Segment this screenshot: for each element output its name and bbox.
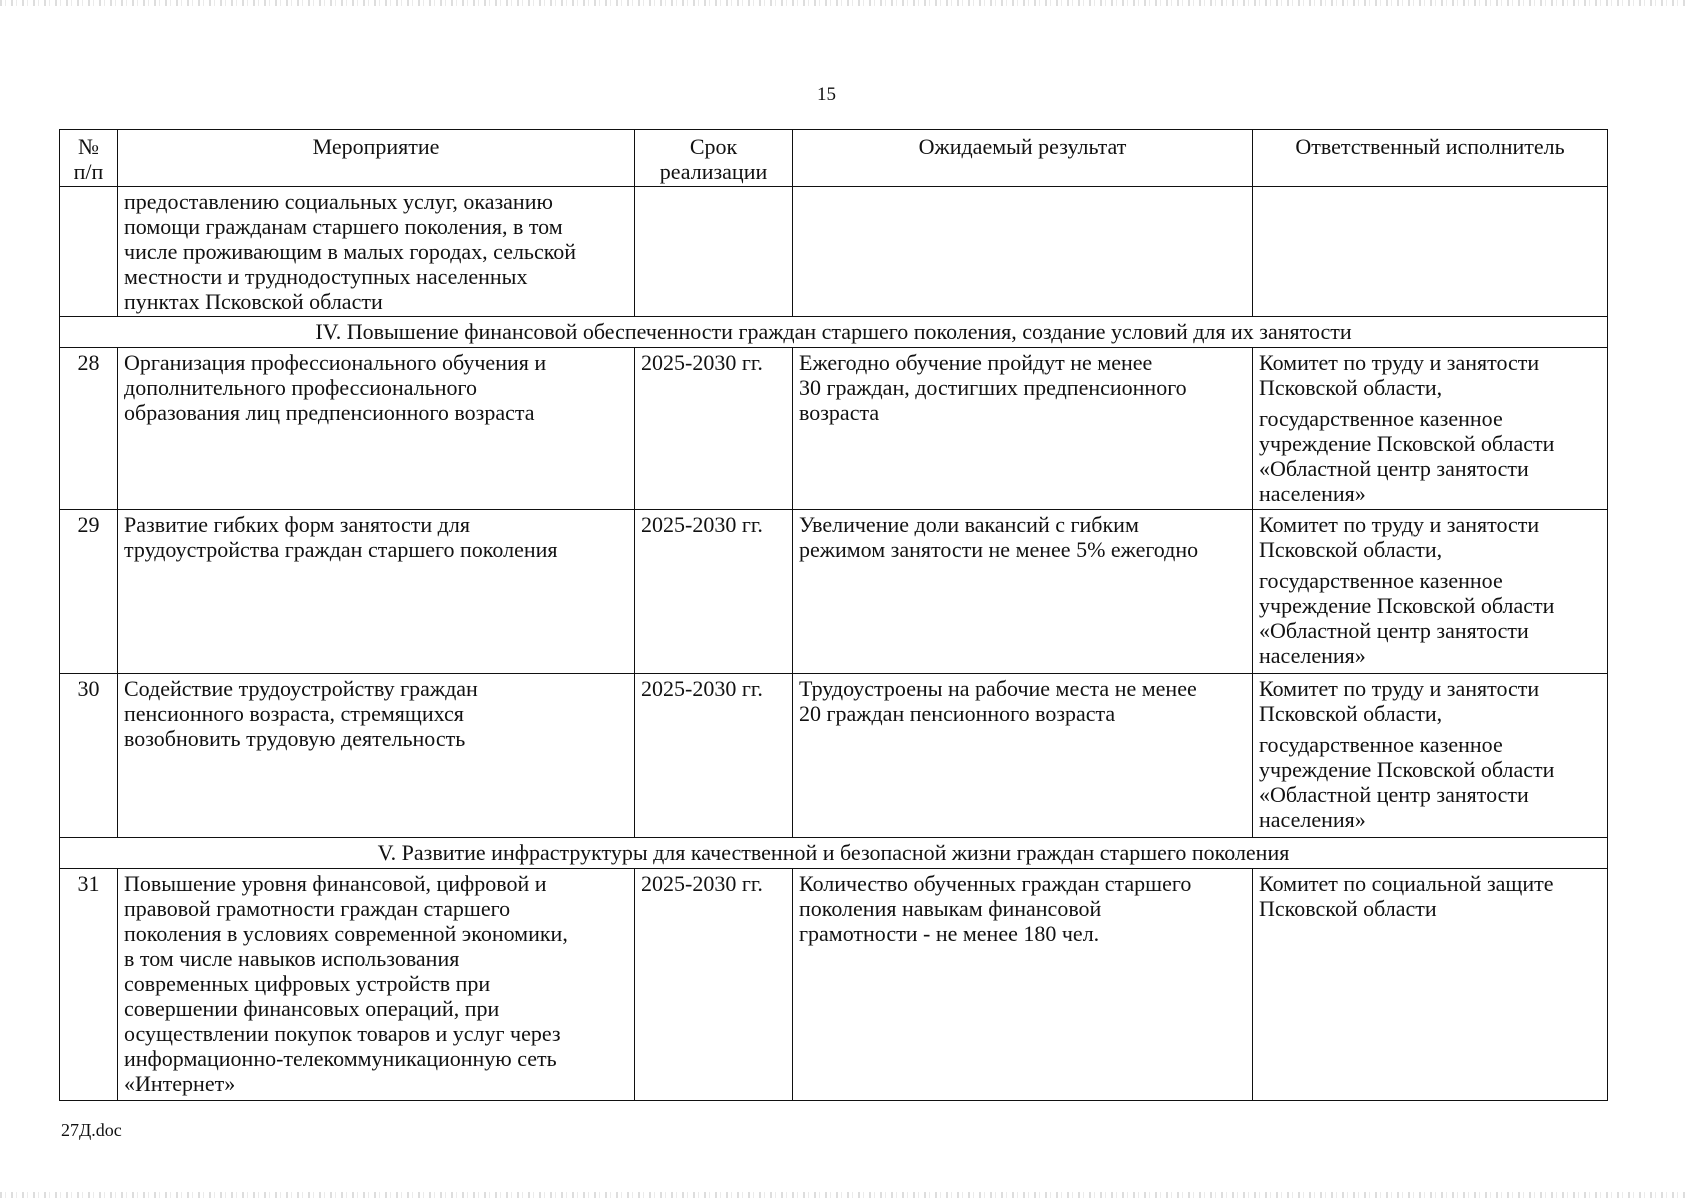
- cell-num: 30: [60, 674, 118, 838]
- cell-result: [793, 187, 1253, 317]
- responsible-committee: Комитет по труду и занятости Псковской области,: [1259, 676, 1540, 726]
- responsible-committee: Комитет по труду и занятости Псковской области,: [1259, 350, 1540, 400]
- cell-term: 2025-2030 гг.: [635, 869, 793, 1101]
- cell-responsible: [1253, 187, 1608, 317]
- table-row-31: [60, 869, 1608, 1101]
- responsible-committee: Комитет по труду и занятости Псковской области,: [1259, 512, 1540, 562]
- table-row-continuation: [60, 187, 1608, 317]
- cell-term: 2025-2030 гг.: [635, 674, 793, 838]
- header-event: Мероприятие: [118, 130, 635, 187]
- cell-event: Содействие трудоустройству граждан пенсионного возраста, стремящихся возобновить трудовую деятельность: [118, 674, 635, 838]
- table-row-29: [60, 510, 1608, 674]
- cell-event: Организация профессионального обучения и дополнительного профессионального образования лиц предпенсионного возраста: [118, 348, 635, 510]
- table-header-row: [60, 130, 1608, 187]
- cell-responsible: [1253, 348, 1608, 510]
- responsible-center: государственное казенное учреждение Псковской области «Областной центр занятости населения»: [1259, 568, 1555, 668]
- section-heading-4: IV. Повышение финансовой обеспеченности граждан старшего поколения, создание условий для их занятости: [60, 317, 1608, 348]
- cell-event: Повышение уровня финансовой, цифровой и правовой грамотности граждан старшего поколения в условиях современной экономики, в том числе навыков использования современных цифровых устройств при совершении финансовых операций, при осуществлении покупок товаров и услуг через информационно-телекоммуникационную сеть «Интернет»: [118, 869, 635, 1101]
- footer-file-name: 27Д.doc: [61, 1120, 122, 1140]
- section-row-5: [60, 838, 1608, 869]
- scan-edge-top: [0, 0, 1686, 6]
- cell-result: Ежегодно обучение пройдут не менее 30 граждан, достигших предпенсионного возраста: [793, 348, 1253, 510]
- header-result: Ожидаемый результат: [793, 130, 1253, 187]
- cell-responsible: [1253, 674, 1608, 838]
- header-term: Срок реализации: [635, 130, 793, 187]
- table-row-30: [60, 674, 1608, 838]
- page-number: 15: [817, 84, 836, 105]
- scan-edge-bottom: [0, 1192, 1686, 1198]
- table-row-28: [60, 348, 1608, 510]
- cell-num: [60, 187, 118, 317]
- responsible-center: государственное казенное учреждение Псковской области «Областной центр занятости населения»: [1259, 406, 1555, 506]
- cell-result: Увеличение доли вакансий с гибким режимом занятости не менее 5% ежегодно: [793, 510, 1253, 674]
- section-heading-5: V. Развитие инфраструктуры для качественной и безопасной жизни граждан старшего поколения: [60, 838, 1608, 869]
- cell-num: 29: [60, 510, 118, 674]
- cell-result: Количество обученных граждан старшего поколения навыкам финансовой грамотности - не менее 180 чел.: [793, 869, 1253, 1101]
- cell-responsible: [1253, 510, 1608, 674]
- cell-event: предоставлению социальных услуг, оказанию помощи гражданам старшего поколения, в том числе проживающим в малых городах, сельской местности и труднодоступных населенных пунктах Псковской области: [118, 187, 635, 317]
- cell-term: [635, 187, 793, 317]
- cell-result: Трудоустроены на рабочие места не менее 20 граждан пенсионного возраста: [793, 674, 1253, 838]
- cell-event: Развитие гибких форм занятости для трудоустройства граждан старшего поколения: [118, 510, 635, 674]
- header-num: № п/п: [60, 130, 118, 187]
- action-plan-table: [59, 129, 1608, 1101]
- cell-term: 2025-2030 гг.: [635, 510, 793, 674]
- cell-responsible: Комитет по социальной защите Псковской области: [1253, 869, 1608, 1101]
- cell-num: 31: [60, 869, 118, 1101]
- header-responsible: Ответственный исполнитель: [1253, 130, 1608, 187]
- cell-num: 28: [60, 348, 118, 510]
- section-row-4: [60, 317, 1608, 348]
- responsible-center: государственное казенное учреждение Псковской области «Областной центр занятости населения»: [1259, 732, 1555, 832]
- cell-term: 2025-2030 гг.: [635, 348, 793, 510]
